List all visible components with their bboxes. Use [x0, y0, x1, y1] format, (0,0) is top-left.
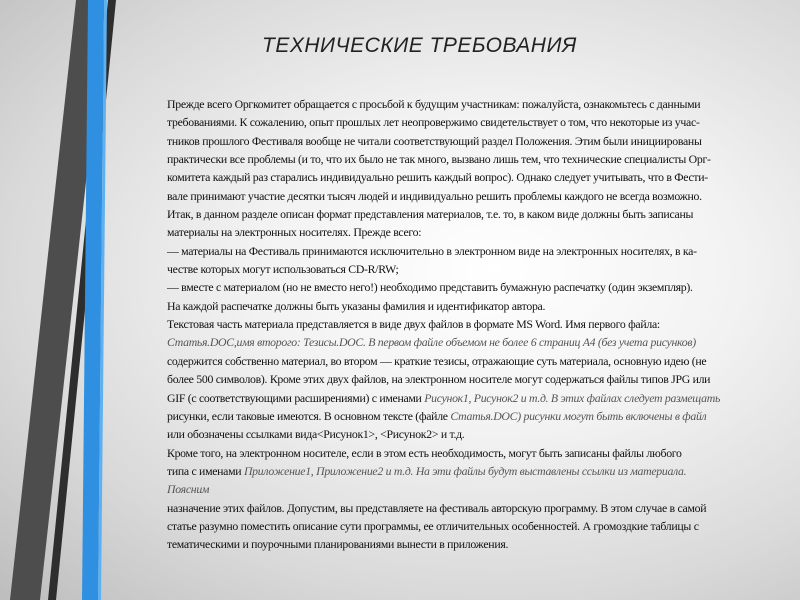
- text-line: требованиями. К сожалению, опыт прошлых лет неопровержимо свидетельствует о том, что некоторые из учас-: [167, 115, 700, 130]
- text-line: — материалы на Фестиваль принимаются исключительно в электронном виде на электронных носителях, в ка-: [167, 243, 697, 258]
- text-line: честве которых могут использоваться CD-R/RW;: [167, 262, 399, 277]
- text-line: тематическими и поурочными планированиями вынести в приложения.: [167, 537, 509, 552]
- text-line: комитета каждый раз старались индивидуально решить каждый вопрос). Однако следует учитывать, что в Фести-: [167, 170, 708, 185]
- text-line: более 500 символов). Кроме этих двух файлов, на электронном носителе могут содержаться файлы типов JPG или: [167, 372, 711, 387]
- text-line: рисунки, если таковые имеются. В основном тексте (файле Статья.DOC) рисунки могут быть включены в файл: [167, 408, 707, 423]
- text-line: Поясним: [167, 482, 210, 497]
- text-line: статье разумно поместить описание сути программы, ее отличительных особенностей. А громоздкие таблицы с: [167, 518, 699, 533]
- text-line: GIF (с соответствующими расширениями) с именами Рисунок1, Рисунок2 и т.д. В этих файлах следует размещать: [167, 390, 721, 405]
- text-line: Статья.DOC,имя второго: Тезисы.DOC. В первом файле объемом не более 6 страниц А4 (без учета рисунков): [167, 335, 696, 350]
- requirements-text: [167, 95, 757, 554]
- slide-title: ТЕХНИЧЕСКИЕ ТРЕБОВАНИЯ: [262, 34, 577, 57]
- text-line: Итак, в данном разделе описан формат представления материалов, т.е. то, в каком виде должны быть записаны: [167, 207, 694, 222]
- text-line: материалы на электронных носителях. Прежде всего:: [167, 225, 422, 240]
- text-line: Текстовая часть материала представляется в виде двух файлов в формате MS Word. Имя первого файла:: [167, 317, 660, 332]
- text-line: вале принимают участие десятки тысяч людей и индивидуально решить проблемы каждого не всегда возможно.: [167, 188, 702, 203]
- text-line: типа с именами Приложение1, Приложение2 и т.д. На эти файлы будут выставлены ссылки из материала.: [167, 463, 687, 478]
- text-line: или обозначены ссылками вида<Рисунок1>, <Рисунок2> и т.д.: [167, 427, 465, 442]
- text-line: Кроме того, на электронном носителе, если в этом есть необходимость, могут быть записаны файлы любого: [167, 445, 682, 460]
- text-line: практически все проблемы (и то, что их было не так много, вызвано лишь тем, что технические специалисты Орг-: [167, 152, 711, 167]
- text-line: содержится собственно материал, во втором — краткие тезисы, отражающие суть материала, основную идею (не: [167, 353, 707, 368]
- text-line: — вместе с материалом (но не вместо него!) необходимо представить бумажную распечатку (один экземпляр).: [167, 280, 693, 295]
- text-line: назначение этих файлов. Допустим, вы представляете на фестиваль авторскую программу. В этом случае в самой: [167, 500, 707, 515]
- text-line: Прежде всего Оргкомитет обращается с просьбой к будущим участникам: пожалуйста, ознакомьтесь с данными: [167, 97, 701, 111]
- text-line: тников прошлого Фестиваля вообще не читали соответствующий раздел Положения. Этим были инициированы: [167, 133, 702, 148]
- text-line: На каждой распечатке должны быть указаны фамилия и идентификатор автора.: [167, 298, 546, 313]
